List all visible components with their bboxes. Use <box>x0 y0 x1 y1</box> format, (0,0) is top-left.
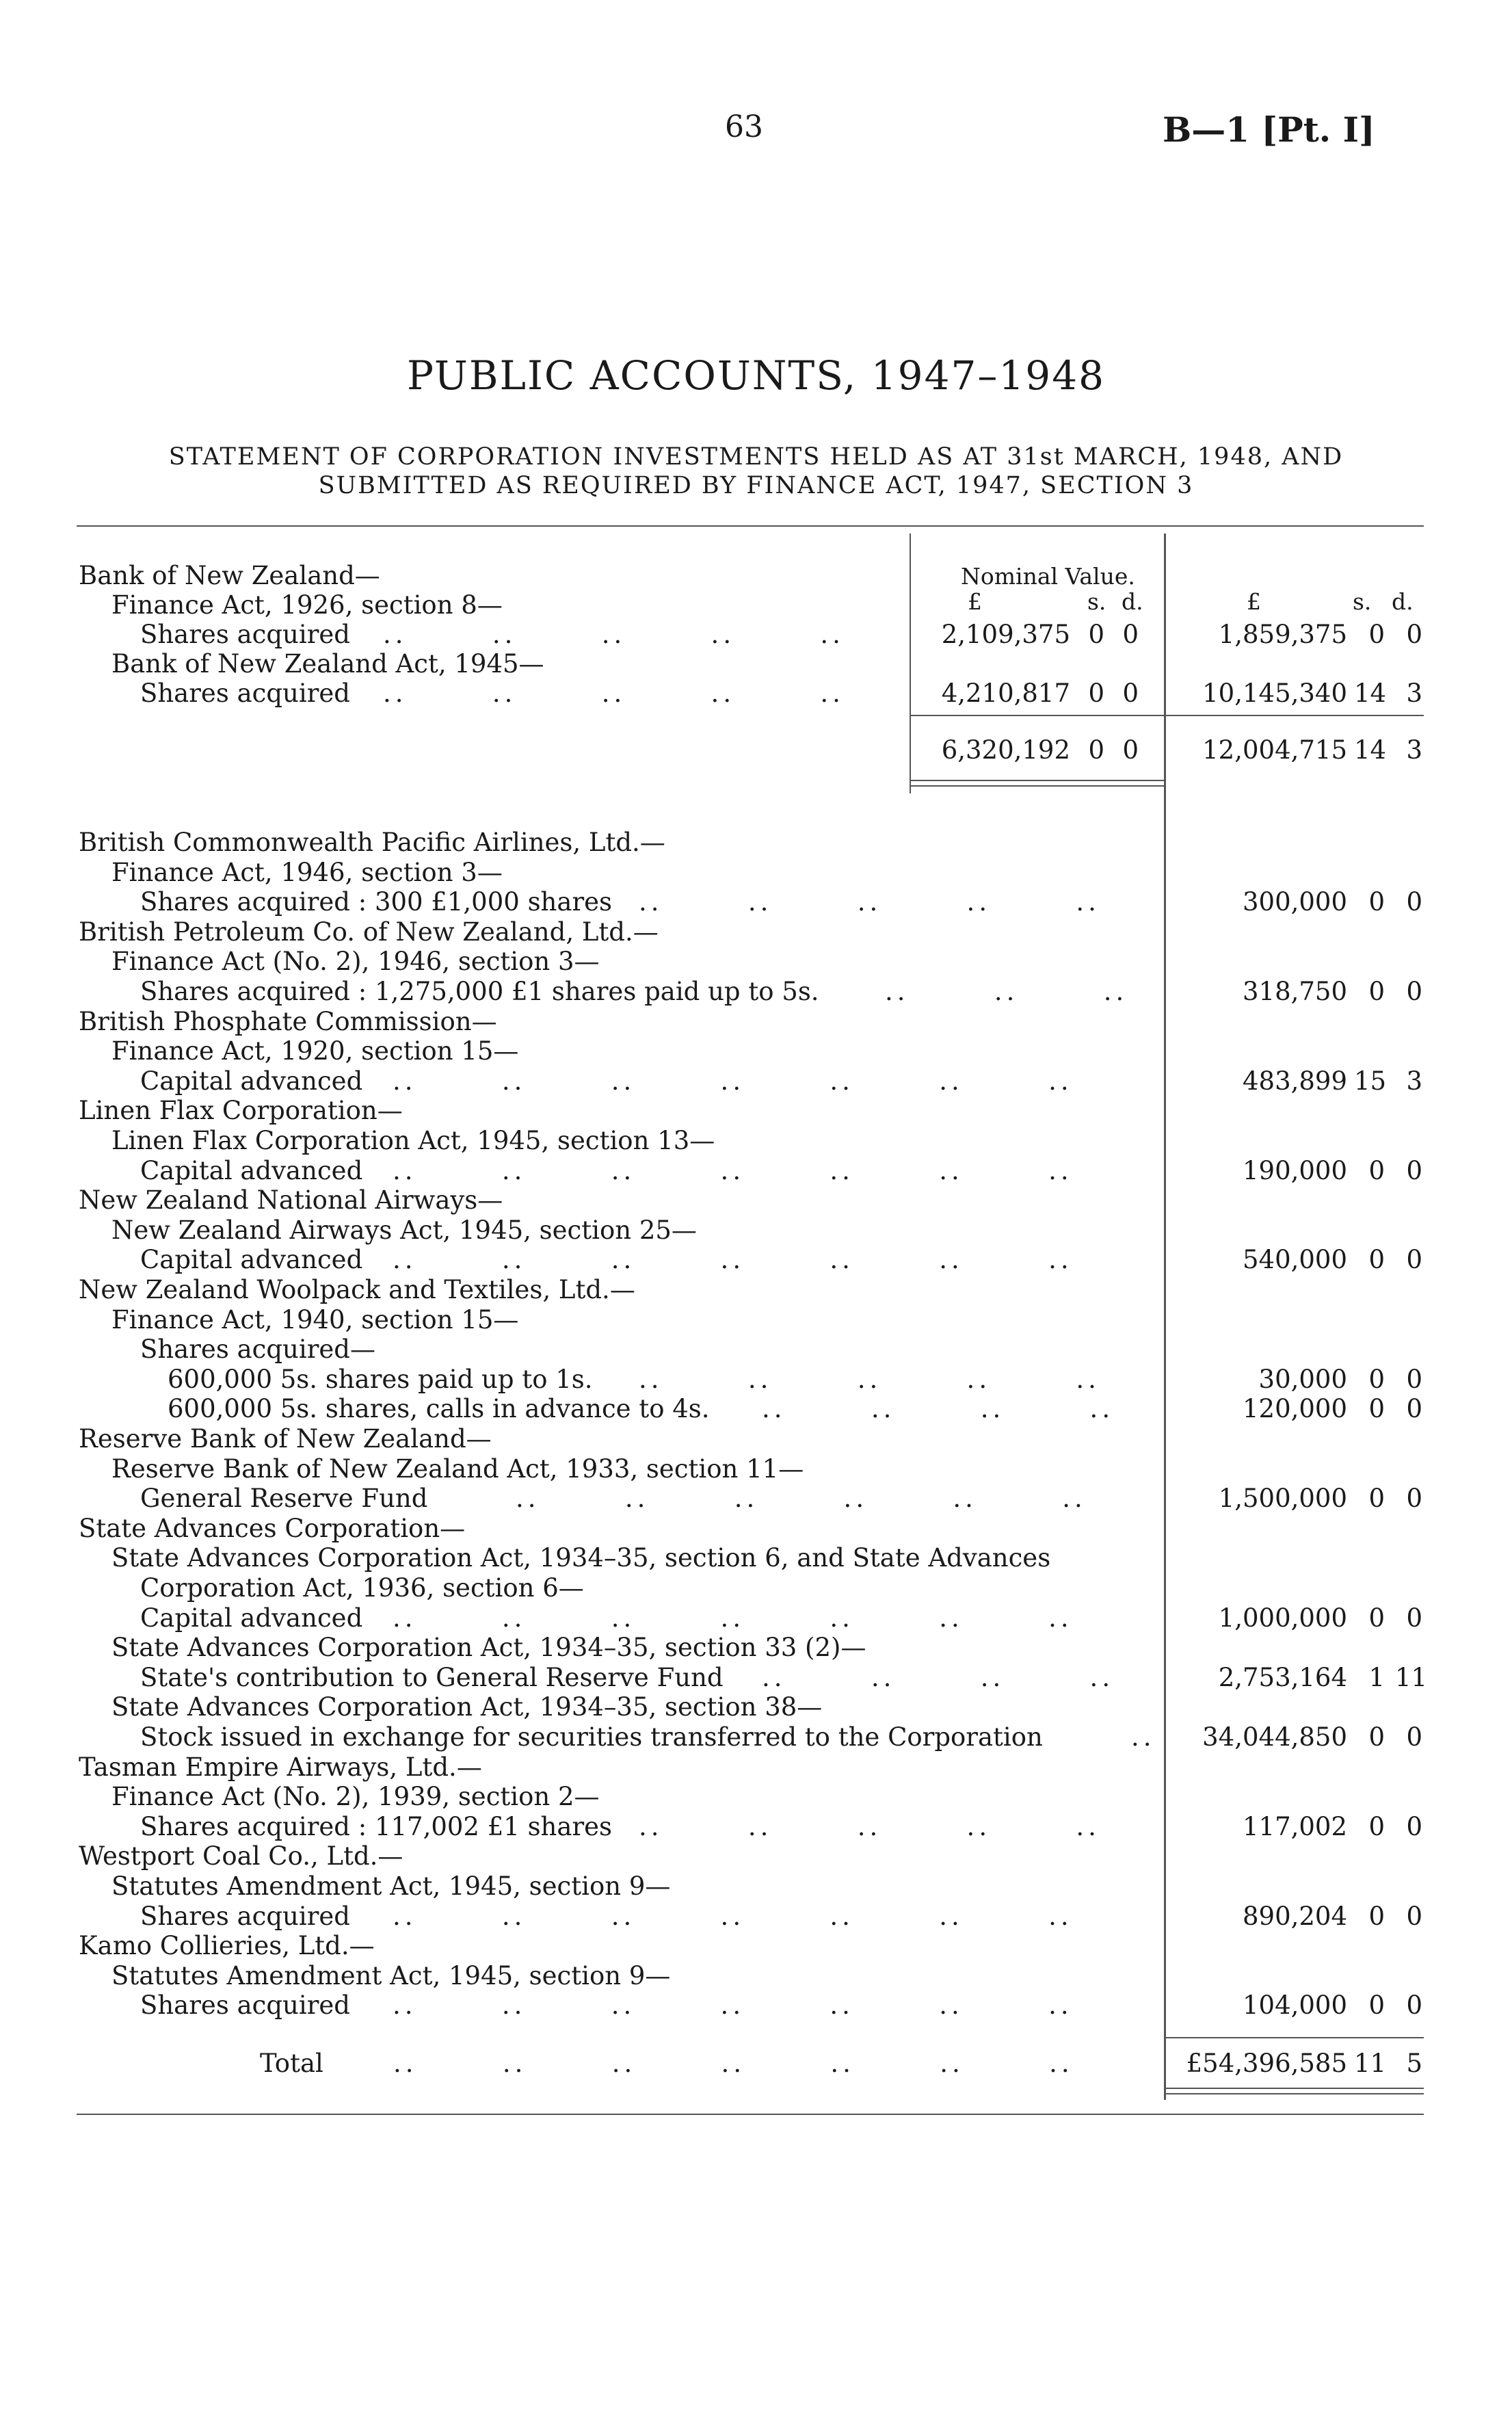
row-heading: British Phosphate Commission— <box>79 1007 497 1036</box>
nominal-shillings-heading: s. <box>1087 588 1106 615</box>
row-value-pounds: 30,000 <box>1258 1365 1347 1394</box>
row-value-pounds: 2,753,164 <box>1218 1663 1347 1692</box>
bnz-item-2-nominal-d: 0 <box>1122 679 1139 708</box>
row-value-pounds: 120,000 <box>1242 1394 1347 1423</box>
row-value-pounds: 117,002 <box>1242 1812 1347 1841</box>
row-heading: Finance Act (No. 2), 1946, section 3— <box>111 947 600 976</box>
row-heading: British Petroleum Co. of New Zealand, Ltd.— <box>79 917 659 947</box>
page-title: PUBLIC ACCOUNTS, 1947–1948 <box>406 352 1105 399</box>
row-value-s: 0 <box>1368 1722 1385 1752</box>
bnz-item-1-label: Shares acquired <box>140 620 350 649</box>
row-label: Capital advanced <box>140 1066 363 1096</box>
row-heading: Reserve Bank of New Zealand— <box>79 1424 492 1454</box>
nominal-value-heading: Nominal Value. <box>961 563 1135 590</box>
row-value-s: 0 <box>1368 887 1385 917</box>
row-heading: State Advances Corporation Act, 1934–35, section 33 (2)— <box>111 1633 866 1662</box>
bnz-subtotal-value-s: 14 <box>1354 735 1387 765</box>
row-label: Shares acquired <box>140 1990 350 2020</box>
row-heading: Statutes Amendment Act, 1945, section 9— <box>111 1961 671 1990</box>
row-label: Shares acquired : 1,275,000 £1 shares paid up to 5s. <box>140 977 819 1006</box>
bnz-item-2-value-s: 14 <box>1354 679 1387 708</box>
row-heading: Finance Act, 1920, section 15— <box>111 1036 519 1066</box>
leader-dots: .. .. .. .. .. .. .. <box>393 1245 1073 1274</box>
row-value-d: 0 <box>1406 887 1422 917</box>
row-value-d: 11 <box>1395 1663 1428 1692</box>
top-rule <box>77 525 1424 527</box>
row-value-s: 15 <box>1354 1066 1387 1096</box>
bnz-item-2-value-pounds: 10,145,340 <box>1202 679 1347 708</box>
leader-dots: .. .. .. .. .. <box>639 887 1100 917</box>
row-value-s: 0 <box>1368 977 1385 1006</box>
leader-dots: .. .. .. .. .. .. .. <box>393 1603 1073 1633</box>
bnz-item-2-label: Shares acquired <box>140 679 350 708</box>
value-pounds-heading: £ <box>1247 588 1261 615</box>
row-value-pounds: 483,899 <box>1242 1066 1347 1096</box>
row-value-s: 0 <box>1368 1990 1385 2020</box>
bnz-nominal-double-rule <box>910 780 1166 781</box>
row-heading: Finance Act, 1946, section 3— <box>111 858 503 887</box>
bnz-item-2-nominal-s: 0 <box>1088 679 1104 708</box>
subtitle-line-1: STATEMENT OF CORPORATION INVESTMENTS HELD AS AT 31st MARCH, 1948, AND <box>168 443 1344 471</box>
row-value-pounds: 540,000 <box>1242 1245 1347 1274</box>
row-value-d: 0 <box>1406 1812 1422 1841</box>
bnz-subtotal-value-d: 3 <box>1406 735 1422 765</box>
row-value-d: 0 <box>1406 1394 1422 1423</box>
bnz-item-2-value-d: 3 <box>1406 679 1422 708</box>
row-label: Shares acquired : 300 £1,000 shares <box>140 887 613 917</box>
row-value-s: 0 <box>1368 1394 1385 1423</box>
total-double-rule <box>1164 2093 1424 2094</box>
row-value-d: 0 <box>1406 1603 1422 1633</box>
leader-dots: .. .. .. .. .. .. .. <box>393 1990 1073 2020</box>
row-value-pounds: 300,000 <box>1242 887 1347 917</box>
row-label: 600,000 5s. shares, calls in advance to 4s. <box>168 1394 710 1423</box>
row-label: Capital advanced <box>140 1603 363 1633</box>
total-top-rule <box>1164 2037 1424 2038</box>
leader-dots: .. .. .. .. <box>762 1663 1115 1692</box>
row-heading: British Commonwealth Pacific Airlines, Ltd.— <box>79 828 665 857</box>
bnz-item-1-nominal-d: 0 <box>1122 620 1139 649</box>
row-heading: New Zealand National Airways— <box>79 1185 503 1215</box>
row-heading: Reserve Bank of New Zealand Act, 1933, section 11— <box>111 1454 804 1484</box>
row-heading: Finance Act, 1940, section 15— <box>111 1305 519 1335</box>
bnz-subtotal-value-pounds: 12,004,715 <box>1202 735 1347 765</box>
row-value-d: 3 <box>1406 1066 1422 1096</box>
leader-dots: .. .. .. .. .. .. .. <box>393 1156 1073 1185</box>
value-left-rule <box>1164 534 1166 2100</box>
row-heading: State Advances Corporation Act, 1934–35, section 6, and State Advances <box>111 1543 1051 1573</box>
row-value-s: 0 <box>1368 1902 1385 1931</box>
page-number: 63 <box>725 109 763 144</box>
bnz-item-1-nominal-pounds: 2,109,375 <box>941 620 1070 649</box>
bnz-item-2-nominal-pounds: 4,210,817 <box>941 679 1070 708</box>
bnz-subtotal-nominal-s: 0 <box>1088 735 1104 765</box>
row-heading: Statutes Amendment Act, 1945, section 9— <box>111 1871 671 1901</box>
row-value-s: 0 <box>1368 1603 1385 1633</box>
row-heading: Kamo Collieries, Ltd.— <box>79 1931 375 1960</box>
bnz-item-1-value-pounds: 1,859,375 <box>1218 620 1347 649</box>
row-value-d: 0 <box>1406 1990 1422 2020</box>
row-value-pounds: 890,204 <box>1242 1902 1347 1931</box>
bnz-item-1-value-d: 0 <box>1406 620 1422 649</box>
row-heading: Shares acquired— <box>140 1335 375 1364</box>
total-shillings: 11 <box>1354 2049 1387 2078</box>
bnz-act-2: Bank of New Zealand Act, 1945— <box>111 649 544 679</box>
bnz-item-1-value-s: 0 <box>1368 620 1385 649</box>
row-value-d: 0 <box>1406 1902 1422 1931</box>
value-pence-heading: d. <box>1392 588 1414 615</box>
row-heading: State Advances Corporation— <box>79 1514 466 1543</box>
row-label: 600,000 5s. shares paid up to 1s. <box>168 1365 593 1394</box>
row-value-pounds: 1,500,000 <box>1218 1484 1347 1513</box>
nominal-pounds-heading: £ <box>968 588 982 615</box>
row-value-s: 0 <box>1368 1484 1385 1513</box>
leader-dots: .. .. .. .. .. .. .. <box>393 2049 1074 2078</box>
leader-dots: .. .. .. .. <box>762 1394 1115 1423</box>
row-label: General Reserve Fund <box>140 1484 428 1513</box>
row-value-s: 0 <box>1368 1245 1385 1274</box>
nominal-pence-heading: d. <box>1122 588 1143 615</box>
row-heading: Linen Flax Corporation Act, 1945, section 13— <box>111 1126 715 1155</box>
row-heading: New Zealand Airways Act, 1945, section 25— <box>111 1215 697 1245</box>
bnz-act-1: Finance Act, 1926, section 8— <box>111 590 503 620</box>
row-value-s: 0 <box>1368 1812 1385 1841</box>
row-heading: Tasman Empire Airways, Ltd.— <box>79 1752 482 1782</box>
row-value-pounds: 104,000 <box>1242 1990 1347 2020</box>
bnz-subtotal-rule <box>910 715 1424 716</box>
row-value-s: 0 <box>1368 1156 1385 1185</box>
row-label: Shares acquired <box>140 1902 350 1931</box>
row-value-d: 0 <box>1406 1245 1422 1274</box>
row-value-s: 0 <box>1368 1365 1385 1394</box>
row-heading: New Zealand Woolpack and Textiles, Ltd.— <box>79 1275 635 1304</box>
bnz-item-1-nominal-s: 0 <box>1088 620 1104 649</box>
row-value-pounds: 34,044,850 <box>1202 1722 1347 1752</box>
total-label: Total <box>260 2049 323 2078</box>
leader-dots: .. .. .. .. .. .. .. <box>393 1066 1073 1096</box>
row-value-s: 1 <box>1368 1663 1385 1692</box>
row-heading: Linen Flax Corporation— <box>79 1096 403 1125</box>
leader-dots: .. .. .. .. .. .. <box>516 1484 1087 1513</box>
leader-dots: .. <box>1131 1722 1156 1752</box>
bnz-heading: Bank of New Zealand— <box>79 561 380 590</box>
row-value-pounds: 1,000,000 <box>1218 1603 1347 1633</box>
row-value-pounds: 190,000 <box>1242 1156 1347 1185</box>
leader-dots: .. .. .. <box>885 977 1128 1006</box>
row-value-pounds: 318,750 <box>1242 977 1347 1006</box>
row-label: Capital advanced <box>140 1245 363 1274</box>
value-shillings-heading: s. <box>1353 588 1372 615</box>
row-heading: Westport Coal Co., Ltd.— <box>79 1841 403 1871</box>
row-heading: Corporation Act, 1936, section 6— <box>140 1573 584 1603</box>
row-value-d: 0 <box>1406 1484 1422 1513</box>
total-double-rule <box>1164 2088 1424 2089</box>
row-label: Shares acquired : 117,002 £1 shares <box>140 1812 613 1841</box>
bnz-subtotal-nominal-d: 0 <box>1122 735 1139 765</box>
row-label: Stock issued in exchange for securities transferred to the Corporation <box>140 1722 1043 1752</box>
row-label: State's contribution to General Reserve Fund <box>140 1663 724 1692</box>
leader-dots: .. .. .. .. .. <box>383 679 845 708</box>
subtitle-line-2: SUBMITTED AS REQUIRED BY FINANCE ACT, 1947, SECTION 3 <box>318 472 1194 499</box>
bnz-nominal-double-rule <box>910 785 1166 787</box>
row-label: Capital advanced <box>140 1156 363 1185</box>
leader-dots: .. .. .. .. .. <box>383 620 845 649</box>
bottom-rule <box>77 2114 1424 2115</box>
row-value-d: 0 <box>1406 1722 1422 1752</box>
total-pence: 5 <box>1406 2049 1422 2078</box>
nominal-left-rule <box>910 534 911 793</box>
row-heading: State Advances Corporation Act, 1934–35, section 38— <box>111 1692 823 1722</box>
leader-dots: .. .. .. .. .. .. .. <box>393 1902 1073 1931</box>
row-value-d: 0 <box>1406 1156 1422 1185</box>
leader-dots: .. .. .. .. .. <box>639 1365 1100 1394</box>
row-value-d: 0 <box>1406 1365 1422 1394</box>
leader-dots: .. .. .. .. .. <box>639 1812 1100 1841</box>
row-value-d: 0 <box>1406 977 1422 1006</box>
row-heading: Finance Act (No. 2), 1939, section 2— <box>111 1782 600 1811</box>
document-reference: B—1 [Pt. I] <box>1163 109 1375 150</box>
total-pounds: £54,396,585 <box>1186 2049 1347 2078</box>
bnz-subtotal-nominal-pounds: 6,320,192 <box>941 735 1070 765</box>
